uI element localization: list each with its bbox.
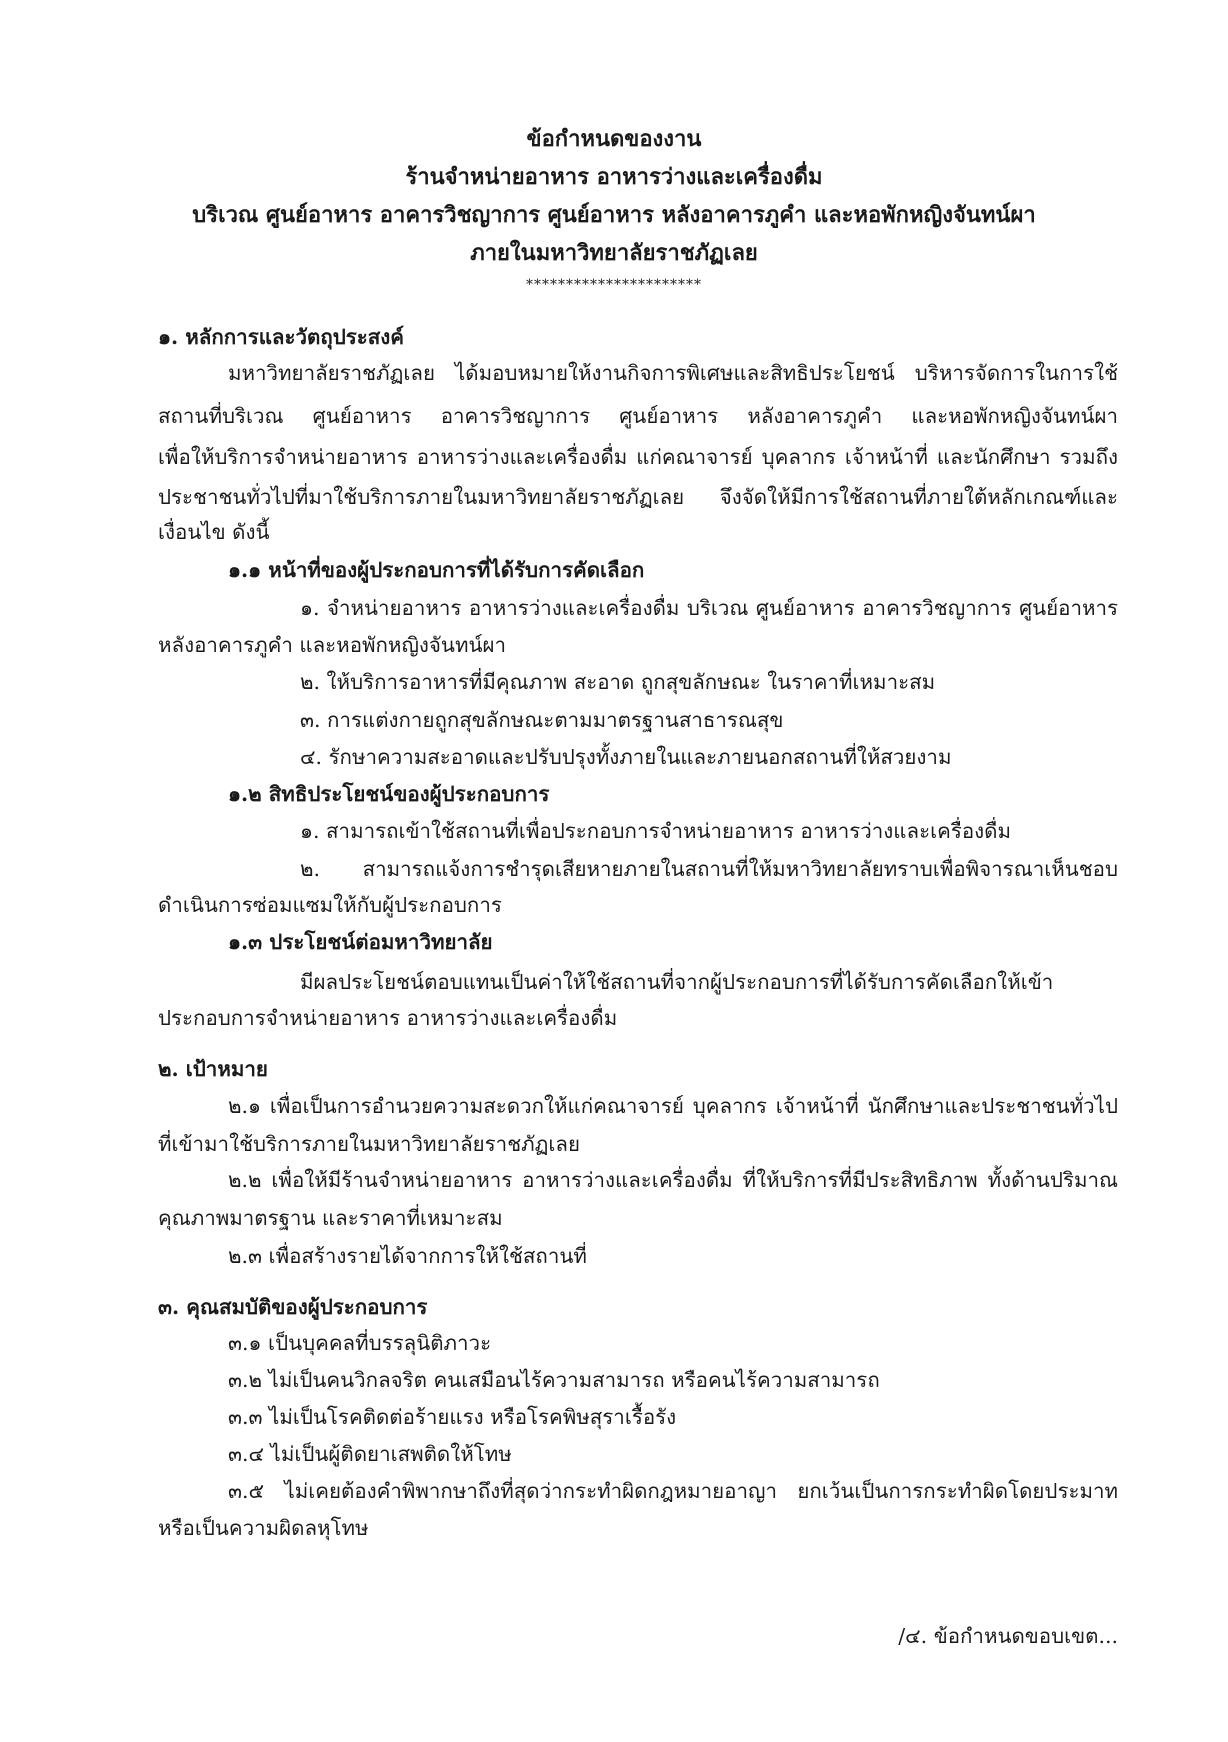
document-header bbox=[0, 120, 1228, 298]
title-line-2: ร้านจำหน่ายอาหาร อาหารว่างและเครื่องดื่ม bbox=[405, 164, 823, 190]
subsection-1-2-heading: ๑.๒ สิทธิประโยชน์ของผู้ประกอบการ bbox=[228, 782, 550, 806]
goal-2-3: ๒.๓ เพื่อสร้างรายได้จากการให้ใช้สถานที่ bbox=[228, 1244, 587, 1268]
section-3-heading: ๓. คุณสมบัติของผู้ประกอบการ bbox=[158, 1295, 428, 1319]
section-1-heading: ๑. หลักการและวัตถุประสงค์ bbox=[158, 325, 404, 349]
subsection-1-1-item-4: ๔. รักษาความสะอาดและปรับปรุงทั้งภายในและภายนอกสถานที่ให้สวยงาม bbox=[300, 745, 952, 769]
section-1-paragraph-line: ประชาชนทั่วไปที่มาใช้บริการภายในมหาวิทยาลัยราชภัฏเลย จึงจัดให้มีการใช้สถานที่ภายใต้หลักเกณฑ์และ bbox=[158, 485, 1118, 509]
qualification-3-2: ๓.๒ ไม่เป็นคนวิกลจริต คนเสมือนไร้ความสามารถ หรือคนไร้ความสามารถ bbox=[228, 1368, 880, 1392]
qualification-3-3: ๓.๓ ไม่เป็นโรคติดต่อร้ายแรง หรือโรคพิษสุราเรื้อรัง bbox=[228, 1405, 677, 1429]
subsection-1-3-heading: ๑.๓ ประโยชน์ต่อมหาวิทยาลัย bbox=[228, 930, 493, 954]
continuation-note: /๔. ข้อกำหนดขอบเขต... bbox=[898, 1624, 1118, 1648]
title-line-4: ภายในมหาวิทยาลัยราชภัฏเลย bbox=[470, 240, 758, 266]
subsection-1-3-paragraph: มีผลประโยชน์ตอบแทนเป็นค่าให้ใช้สถานที่จากผู้ประกอบการที่ได้รับการคัดเลือกให้เข้า bbox=[300, 970, 1054, 994]
goal-2-2-cont: คุณภาพมาตรฐาน และราคาที่เหมาะสม bbox=[158, 1206, 503, 1230]
section-1-paragraph-line: เงื่อนไข ดังนี้ bbox=[158, 520, 270, 544]
subsection-1-1-item-1: ๑. จำหน่ายอาหาร อาหารว่างและเครื่องดื่ม บริเวณ ศูนย์อาหาร อาคารวิชญาการ ศูนย์อาหาร bbox=[300, 596, 1118, 620]
goal-2-1-cont: ที่เข้ามาใช้บริการภายในมหาวิทยาลัยราชภัฏเลย bbox=[158, 1132, 580, 1156]
qualification-3-5-cont: หรือเป็นความผิดลหุโทษ bbox=[158, 1516, 369, 1540]
section-1-paragraph-line: สถานที่บริเวณ ศูนย์อาหาร อาคารวิชญาการ ศูนย์อาหาร หลังอาคารภูคำ และหอพักหญิงจันทน์ผา bbox=[158, 404, 1118, 428]
qualification-3-1: ๓.๑ เป็นบุคคลที่บรรลุนิติภาวะ bbox=[228, 1331, 492, 1355]
qualification-3-5: ๓.๕ ไม่เคยต้องคำพิพากษาถึงที่สุดว่ากระทำผิดกฎหมายอาญา ยกเว้นเป็นการกระทำผิดโดยประมาท bbox=[228, 1479, 1118, 1503]
goal-2-1: ๒.๑ เพื่อเป็นการอำนวยความสะดวกให้แก่คณาจารย์ บุคลากร เจ้าหน้าที่ นักศึกษาและประชาชนทั่วไป bbox=[228, 1094, 1118, 1118]
section-1-paragraph-line: เพื่อให้บริการจำหน่ายอาหาร อาหารว่างและเครื่องดื่ม แก่คณาจารย์ บุคลากร เจ้าหน้าที่ และนักศึกษา รวมถึง bbox=[158, 445, 1118, 469]
qualification-3-4: ๓.๔ ไม่เป็นผู้ติดยาเสพติดให้โทษ bbox=[228, 1442, 512, 1466]
subsection-1-1-item-2: ๒. ให้บริการอาหารที่มีคุณภาพ สะอาด ถูกสุขลักษณะ ในราคาที่เหมาะสม bbox=[300, 670, 936, 694]
subsection-1-1-item-1-cont: หลังอาคารภูคำ และหอพักหญิงจันทน์ผา bbox=[158, 633, 506, 657]
goal-2-2: ๒.๒ เพื่อให้มีร้านจำหน่ายอาหาร อาหารว่างและเครื่องดื่ม ที่ให้บริการที่มีประสิทธิภาพ ทั้งด้านปริมาณ bbox=[228, 1168, 1118, 1192]
subsection-1-3-paragraph-cont: ประกอบการจำหน่ายอาหาร อาหารว่างและเครื่องดื่ม bbox=[158, 1006, 618, 1030]
title-line-3: บริเวณ ศูนย์อาหาร อาคารวิชญาการ ศูนย์อาหาร หลังอาคารภูคำ และหอพักหญิงจันทน์ผา bbox=[192, 202, 1036, 228]
subsection-1-2-item-2: ๒. สามารถแจ้งการชำรุดเสียหายภายในสถานที่ให้มหาวิทยาลัยทราบเพื่อพิจารณาเห็นชอบ bbox=[300, 857, 1118, 881]
subsection-1-2-item-2-cont: ดำเนินการซ่อมแซมให้กับผู้ประกอบการ bbox=[158, 893, 502, 917]
subsection-1-2-item-1: ๑. สามารถเข้าใช้สถานที่เพื่อประกอบการจำหน่ายอาหาร อาหารว่างและเครื่องดื่ม bbox=[300, 819, 1011, 843]
section-1-paragraph-line: มหาวิทยาลัยราชภัฏเลย ได้มอบหมายให้งานกิจการพิเศษและสิทธิประโยชน์ บริหารจัดการในการใช้ bbox=[228, 361, 1118, 385]
subsection-1-1-heading: ๑.๑ หน้าที่ของผู้ประกอบการที่ได้รับการคัดเลือก bbox=[228, 558, 645, 582]
title-separator: ********************** bbox=[526, 277, 702, 293]
title-line-1: ข้อกำหนดของงาน bbox=[526, 126, 702, 152]
subsection-1-1-item-3: ๓. การแต่งกายถูกสุขลักษณะตามมาตรฐานสาธารณสุข bbox=[300, 708, 784, 732]
section-2-heading: ๒. เป้าหมาย bbox=[158, 1057, 268, 1081]
